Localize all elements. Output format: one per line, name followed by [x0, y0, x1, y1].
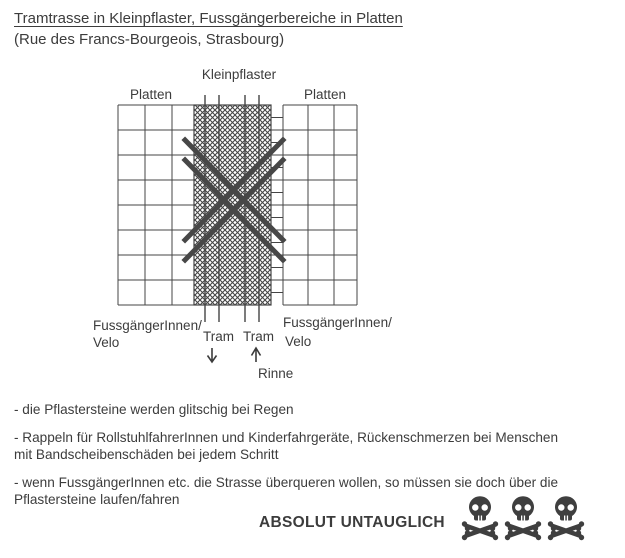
label-platten-right: Platten	[303, 87, 347, 102]
label-platten-left: Platten	[129, 87, 173, 102]
note-line: mit Bandscheibenschäden bei jedem Schritt	[14, 447, 279, 462]
note-item	[14, 401, 618, 419]
page-title: Tramtrasse in Kleinpflaster, Fussgängerbereiche in Platten	[14, 10, 403, 27]
skull-crossbones-icon	[545, 495, 587, 542]
note-line: - wenn FussgängerInnen etc. die Strasse überqueren wollen, so müssen sie doch über die	[14, 474, 559, 490]
label-rinne: Rinne	[258, 366, 294, 381]
skull-crossbones-icon	[502, 495, 544, 542]
street-cross-section-diagram	[0, 55, 625, 395]
tram-direction-down-arrow	[208, 348, 217, 362]
label-tram-left: Tram	[203, 329, 234, 344]
label-fussgaenger-left: FussgängerInnen/	[93, 318, 202, 333]
verdict-text: ABSOLUT UNTAUGLICH	[259, 514, 445, 531]
skull-group	[459, 495, 587, 542]
page-subtitle: (Rue des Francs-Bourgeois, Strasbourg)	[14, 31, 285, 48]
label-kleinpflaster: Kleinpflaster	[201, 67, 277, 82]
label-fussgaenger-right: FussgängerInnen/	[283, 315, 392, 330]
label-tram-right: Tram	[243, 329, 274, 344]
label-velo-left: Velo	[93, 335, 120, 350]
note-line: - Rappeln für RollstuhlfahrerInnen und Kinderfahrgeräte, Rückenschmerzen bei Menschen	[14, 429, 559, 445]
note-item	[14, 429, 618, 464]
label-velo-right: Velo	[285, 334, 312, 349]
tram-direction-up-arrow	[252, 348, 261, 362]
note-line: - die Pflastersteine werden glitschig bei Regen	[14, 402, 294, 417]
note-line: Pflastersteine laufen/fahren	[14, 492, 180, 507]
skull-crossbones-icon	[459, 495, 501, 542]
